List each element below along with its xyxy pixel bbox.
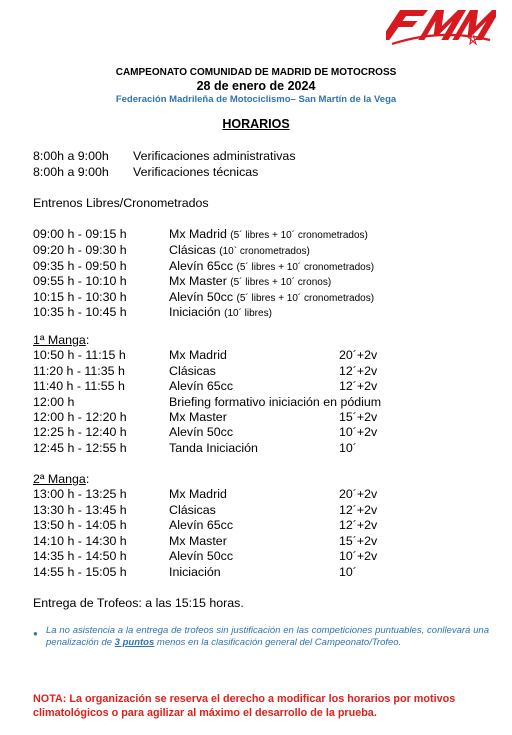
manga2-heading [33, 471, 89, 487]
row-time: 13:00 h - 13:25 h [33, 487, 127, 501]
organization-nota: NOTA: La organización se reserva el derecho a modificar los horarios por motivos climatológicos o para agilizar al máximo el desarrollo de la prueba. [33, 693, 456, 719]
practice-heading: Entrenos Libres/Cronometrados [33, 196, 209, 210]
row-duration: 12´+2v [339, 503, 378, 517]
row-time: 8:00h a 9:00h [33, 149, 109, 163]
manga1-heading-colon: : [85, 333, 90, 347]
row-duration: 10´+2v [339, 549, 378, 563]
row-time: 12:00 h - 12:20 h [33, 410, 127, 424]
row-time: 09:55 h - 10:10 h [33, 274, 127, 288]
row-time: 09:00 h - 09:15 h [33, 227, 127, 241]
row-time: 11:20 h - 11:35 h [33, 364, 125, 378]
manga2-heading-colon: : [85, 472, 90, 486]
row-category: Mx Master [169, 534, 227, 548]
category-label: Iniciación [169, 305, 221, 319]
note-highlight: 3 puntos [114, 637, 155, 648]
row-duration: 10´+2v [339, 425, 378, 439]
category-note: (10´ libres) [224, 308, 272, 319]
row-duration: 12´+2v [339, 518, 378, 532]
fmm-logo [386, 4, 496, 50]
category-note: (5´ libres + 10´ cronometrados) [230, 230, 368, 241]
row-time: 09:35 h - 09:50 h [33, 259, 127, 273]
category-label: Mx Madrid [169, 227, 227, 241]
row-time: 14:10 h - 14:30 h [33, 534, 127, 548]
note-text-before: La no asistencia a la entrega de trofeos sin justificación en las competiciones puntuables, conllevará una penalización de [46, 625, 489, 648]
row-time: 11:40 h - 11:55 h [33, 379, 125, 393]
category-label: Alevín 50cc [169, 290, 234, 304]
trophies-line: Entrega de Trofeos: a las 15:15 horas. [33, 596, 244, 610]
category-label: Mx Master [169, 274, 227, 288]
row-time: 10:15 h - 10:30 h [33, 290, 127, 304]
row-duration: 15´+2v [339, 534, 378, 548]
federation-line: Federación Madrileña de Motociclismo– San Martín de la Vega [115, 94, 397, 105]
row-time: 12:45 h - 12:55 h [33, 441, 127, 455]
penalty-note [46, 625, 489, 649]
event-date: 28 de enero de 2024 [196, 79, 316, 93]
bullet-icon: ● [33, 629, 38, 638]
row-time: 13:50 h - 14:05 h [33, 518, 127, 532]
row-time: 14:35 h - 14:50 h [33, 549, 127, 563]
row-category: Alevín 50cc [169, 425, 234, 439]
row-time: 13:30 h - 13:45 h [33, 503, 127, 517]
category-note: (5´ libres + 10´ cronometrados) [236, 293, 375, 304]
row-category: Mx Madrid [169, 348, 227, 362]
row-category: Alevín 50cc [169, 549, 234, 563]
championship-title: CAMPEONATO COMUNIDAD DE MADRID DE MOTOCROSS [115, 67, 397, 78]
row-activity: Verificaciones técnicas [133, 165, 259, 179]
row-category: Alevín 65cc [169, 518, 234, 532]
row-category: Clásicas [169, 364, 216, 378]
category-note: (10` cronometrados) [219, 246, 310, 257]
category-label: Clásicas [169, 243, 216, 257]
row-time: 12:25 h - 12:40 h [33, 425, 127, 439]
row-category: Mx Madrid [169, 487, 227, 501]
row-category: Alevín 65cc [169, 379, 234, 393]
row-category: Mx Master [169, 410, 227, 424]
row-category: Briefing formativo iniciación en pódium [169, 395, 382, 409]
manga2-heading-label: 2ª Manga [33, 472, 86, 486]
row-time: 09:20 h - 09:30 h [33, 243, 127, 257]
row-time: 10:50 h - 11:15 h [33, 348, 126, 362]
row-activity: Verificaciones administrativas [133, 149, 296, 163]
row-category: Tanda Iniciación [169, 441, 258, 455]
category-note: (5´ libres + 10´ cronometrados) [236, 262, 375, 273]
note-text-after: menos en la clasificación general del Campeonato/Trofeo. [154, 637, 402, 648]
row-category: Iniciación [169, 565, 221, 579]
manga1-heading [33, 332, 89, 348]
row-duration: 15´+2v [339, 410, 378, 424]
category-note: (5´ libres + 10´ cronos) [230, 277, 332, 288]
category-label: Alevín 65cc [169, 259, 234, 273]
row-duration: 12´+2v [339, 379, 378, 393]
row-duration: 10´ [339, 565, 357, 579]
row-category [169, 304, 272, 322]
row-duration: 12´+2v [339, 364, 378, 378]
manga1-heading-label: 1ª Manga [33, 333, 86, 347]
row-time: 10:35 h - 10:45 h [33, 305, 127, 319]
row-time: 12:00 h [33, 395, 75, 409]
row-time: 14:55 h - 15:05 h [33, 565, 127, 579]
row-time: 8:00h a 9:00h [33, 165, 109, 179]
row-category: Clásicas [169, 503, 216, 517]
row-duration: 20´+2v [339, 348, 378, 362]
row-duration: 20´+2v [339, 487, 378, 501]
row-duration: 10´ [339, 441, 357, 455]
section-title: HORARIOS [222, 117, 290, 131]
